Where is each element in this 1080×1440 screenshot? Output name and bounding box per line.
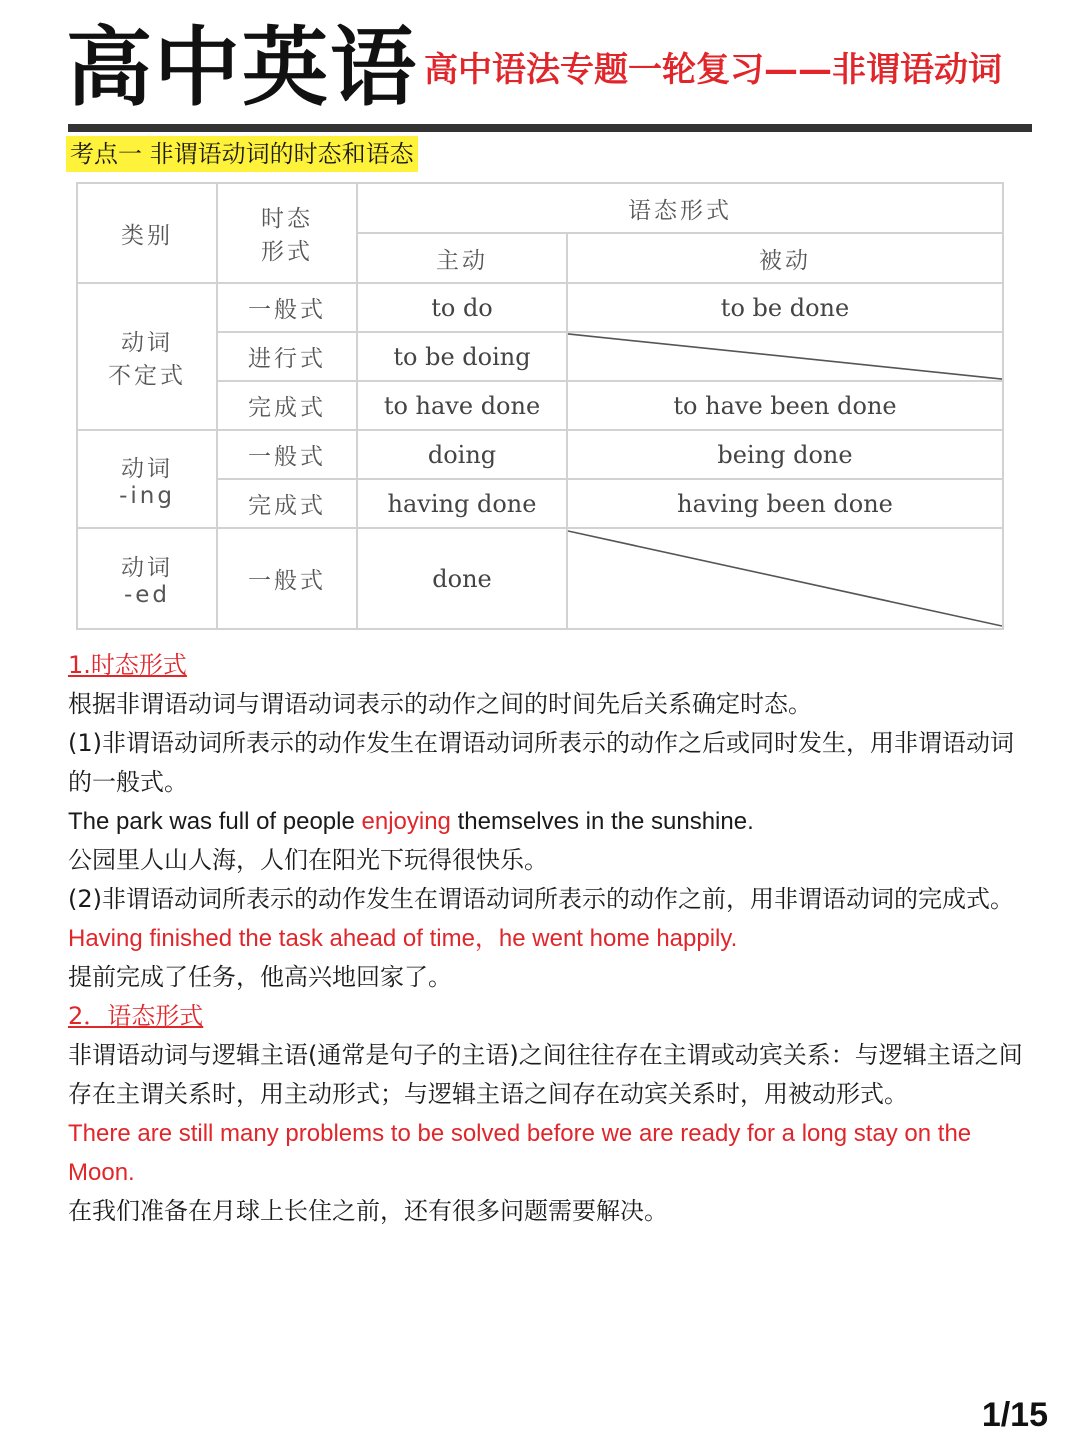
tense-cell: 完成式: [217, 381, 357, 430]
empty-diagonal-cell: [567, 528, 1003, 629]
section-1-title: 1.时态形式: [68, 651, 187, 679]
passive-form-cell: being done: [567, 430, 1003, 479]
category-ed-line-2: -ed: [123, 582, 171, 608]
active-form-cell: to be doing: [357, 332, 567, 381]
example-1-end: themselves in the sunshine.: [450, 808, 754, 835]
passive-form-cell: to be done: [567, 283, 1003, 332]
active-form-cell: doing: [357, 430, 567, 479]
category-ed: [77, 528, 217, 629]
header-active: 主动: [357, 233, 567, 283]
empty-diagonal-cell: [567, 332, 1003, 381]
example-3-translation: 在我们准备在月球上长住之前，还有很多问题需要解决。: [68, 1197, 668, 1225]
category-infinitive: [77, 283, 217, 430]
active-form-cell: to do: [357, 283, 567, 332]
tense-cell: 一般式: [217, 430, 357, 479]
header-category: 类别: [77, 183, 217, 283]
header-tense-line-2: 形式: [261, 239, 313, 265]
category-ing-line-2: -ing: [119, 482, 175, 509]
category-ing: [77, 430, 217, 528]
header-tense: [217, 183, 357, 283]
diagonal-line: [568, 529, 1002, 628]
explanation-content: [68, 646, 1028, 1231]
passive-form-cell: to have been done: [567, 381, 1003, 430]
example-3: There are still many problems to be solved before we are ready for a long stay on the Moon.: [68, 1120, 972, 1186]
brand-title: 高中英语: [66, 18, 418, 118]
example-2-translation: 提前完成了任务，他高兴地回家了。: [68, 963, 452, 991]
tense-cell: 一般式: [217, 283, 357, 332]
tense-cell: 完成式: [217, 479, 357, 528]
section-1-rule-1: (1)非谓语动词所表示的动作发生在谓语动词所表示的动作之后或同时发生，用非谓语动词的一般式。: [68, 729, 1014, 796]
diagonal-line: [568, 333, 1002, 380]
category-ing-line-1: 动词: [121, 455, 173, 482]
active-form-cell: having done: [357, 479, 567, 528]
example-1-translation: 公园里人山人海，人们在阳光下玩得很快乐。: [68, 846, 548, 874]
example-1-start: The park was full of people: [68, 808, 362, 835]
category-infinitive-line-1: 动词: [121, 329, 173, 356]
example-2: Having finished the task ahead of time，he went home happily.: [68, 925, 738, 952]
header: [66, 18, 1076, 118]
example-1: [68, 802, 1028, 841]
header-voice: 语态形式: [357, 183, 1003, 233]
header-passive: 被动: [567, 233, 1003, 283]
section-2-title: 2．语态形式: [68, 1002, 204, 1030]
section-2-intro: 非谓语动词与逻辑主语(通常是句子的主语)之间往往存在主谓或动宾关系：与逻辑主语之间存在主谓关系时，用主动形式；与逻辑主语之间存在动宾关系时，用被动形式。: [68, 1041, 1023, 1108]
category-ed-line-1: 动词: [121, 555, 173, 581]
passive-form-cell: having been done: [567, 479, 1003, 528]
example-1-highlight: enjoying: [361, 808, 451, 835]
grammar-table: [76, 182, 1002, 628]
tense-cell: 进行式: [217, 332, 357, 381]
header-tense-line-1: 时态: [261, 206, 313, 232]
topic-subtitle: 高中语法专题一轮复习——非谓语动词: [424, 50, 1002, 90]
section-heading: 考点一 非谓语动词的时态和语态: [66, 136, 418, 172]
active-form-cell: to have done: [357, 381, 567, 430]
page-number: 1/15: [981, 1396, 1048, 1434]
section-1-intro: 根据非谓语动词与谓语动词表示的动作之间的时间先后关系确定时态。: [68, 690, 812, 718]
category-infinitive-line-2: 不定式: [108, 362, 186, 389]
section-1-rule-2: (2)非谓语动词所表示的动作发生在谓语动词所表示的动作之前，用非谓语动词的完成式。: [68, 885, 1014, 913]
active-form-cell: done: [357, 528, 567, 629]
tense-cell: 一般式: [217, 528, 357, 629]
header-divider: [68, 124, 1032, 132]
